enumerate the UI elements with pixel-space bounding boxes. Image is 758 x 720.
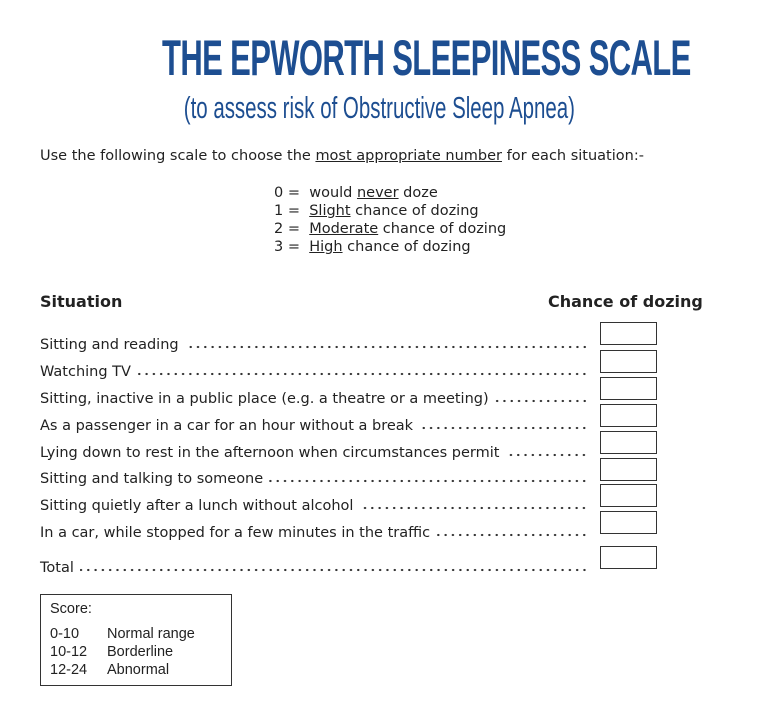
intro-text-end: for each situation:- [501,148,644,164]
scale-key: never [356,185,399,201]
scale-key: Moderate [309,221,379,237]
scale-post: doze [398,185,438,201]
dot-leader [436,533,588,537]
score-box [40,594,232,686]
dozing-score-box[interactable] [600,350,657,373]
dot-leader [137,372,588,376]
dozing-score-box[interactable] [600,377,657,400]
dot-leader [495,399,588,403]
dozing-score-box[interactable] [600,484,657,507]
score-range [50,643,231,661]
intro-emphasis: most appropriate number [315,148,502,164]
situation-label: In a car, while stopped for a few minutes in the traffic [40,525,436,541]
range-label: Normal range [107,626,195,642]
situation-label: Total [40,560,80,576]
chance-header: Chance of dozing [548,292,703,311]
situation-row [40,387,588,407]
situation-row [40,360,588,380]
situation-label: As a passenger in a car for an hour without a break [40,418,419,434]
dozing-score-box[interactable] [600,404,657,427]
dozing-score-box[interactable] [600,322,657,345]
scale-eq: = [283,203,305,219]
situation-label: Sitting and talking to someone [40,471,269,487]
dot-leader [80,568,588,572]
scale-legend [274,184,506,256]
situation-label: Lying down to rest in the afternoon when circumstances permit [40,445,505,461]
situation-label: Sitting and reading [40,337,185,353]
scale-num: 1 [274,203,284,219]
page-title [0,30,758,86]
situation-label: Sitting quietly after a lunch without alcohol [40,498,359,514]
page-subtitle [0,90,758,126]
scale-item [274,220,506,238]
situation-row [40,467,588,487]
range-label: Abnormal [107,662,170,678]
situation-row [40,441,588,461]
scale-item [274,238,506,256]
range-value: 0-10 [50,626,80,642]
scale-item [274,184,506,202]
range-value: 12-24 [50,662,88,678]
situation-row [40,414,588,434]
scale-post: chance of dozing [342,239,471,255]
dot-leader [185,345,588,349]
scale-key: Slight [309,203,351,219]
subtitle-text: (to assess risk of Obstructive Sleep Apnea) [183,90,575,125]
dot-leader [359,506,588,510]
situation-row [40,521,588,541]
scale-eq: = [283,221,305,237]
score-range [50,661,231,679]
range-value: 10-12 [50,644,88,660]
dot-leader [419,426,588,430]
situation-row [40,333,588,353]
dot-leader [505,453,588,457]
scale-eq: = [283,185,305,201]
situation-header: Situation [40,292,123,311]
situation-row [40,494,588,514]
scale-eq: = [283,239,305,255]
intro-text: Use the following scale to choose the [40,148,316,164]
range-label: Borderline [107,644,174,660]
scale-post: chance of dozing [378,221,507,237]
situation-label: Watching TV [40,364,137,380]
title-text: THE EPWORTH SLEEPINESS SCALE [162,30,691,86]
score-title: Score: [50,601,92,617]
scale-pre: would [309,185,357,201]
scale-num: 0 [274,185,284,201]
dozing-score-box[interactable] [600,458,657,481]
dot-leader [269,479,588,483]
dozing-score-box[interactable] [600,431,657,454]
scale-num: 2 [274,221,284,237]
total-row [40,556,588,576]
dozing-score-box[interactable] [600,511,657,534]
total-score-box[interactable] [600,546,657,569]
scale-item [274,202,506,220]
scale-num: 3 [274,239,284,255]
scale-key: High [309,239,343,255]
score-range [50,625,231,643]
situation-label: Sitting, inactive in a public place (e.g. a theatre or a meeting) [40,391,495,407]
instructions [40,148,644,164]
scale-post: chance of dozing [350,203,479,219]
